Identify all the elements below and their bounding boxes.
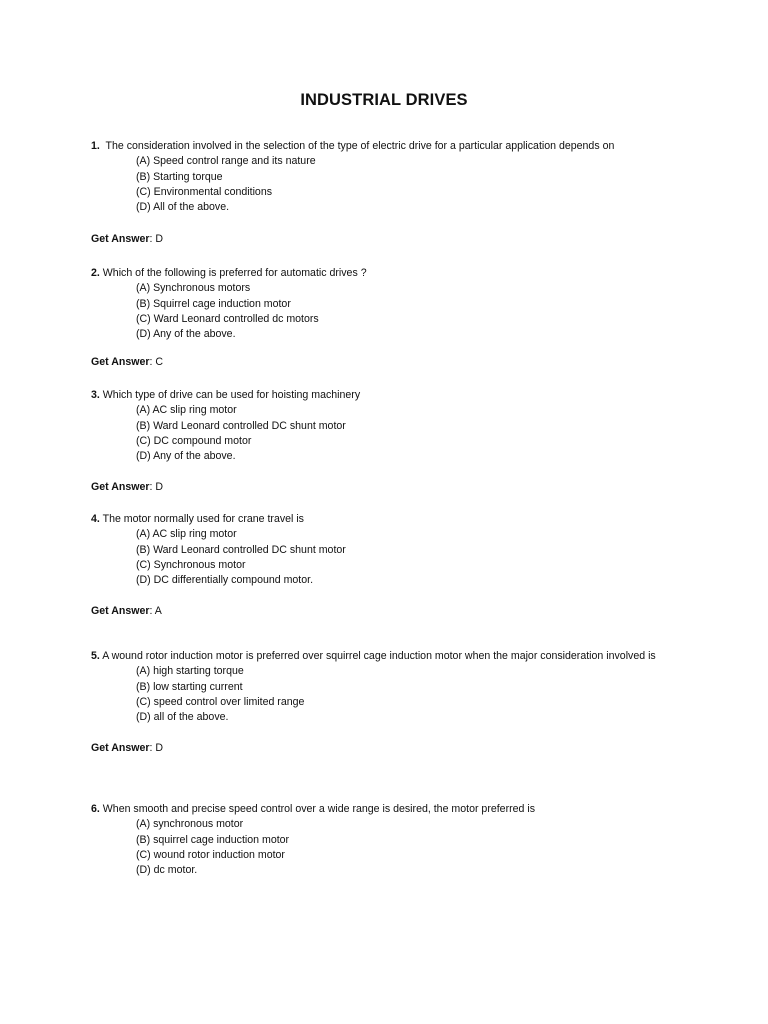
option-a: (A) synchronous motor xyxy=(136,818,244,831)
question-text: A wound rotor induction motor is preferred over squirrel cage induction motor when the major consideration involved is xyxy=(102,650,656,662)
option-b: (B) squirrel cage induction motor xyxy=(136,833,290,846)
question-text: The consideration involved in the selection of the type of electric drive for a particular application depends on xyxy=(105,140,615,152)
question-stem xyxy=(0,139,678,154)
answer-line: Get Answer: A xyxy=(91,605,162,618)
question-number: 1. xyxy=(91,140,100,152)
question-stem xyxy=(0,266,678,281)
option-d: (D) Any of the above. xyxy=(136,450,236,463)
answer-line: Get Answer: D xyxy=(91,233,164,246)
question-5 xyxy=(0,649,678,757)
question-4 xyxy=(0,512,678,620)
option-a: (A) AC slip ring motor xyxy=(136,404,237,417)
option-b: (B) Squirrel cage induction motor xyxy=(136,297,291,310)
question-number: 6. xyxy=(91,803,100,815)
get-answer-label[interactable]: Get Answer xyxy=(91,233,150,246)
answer-value: D xyxy=(155,481,164,494)
answer-line: Get Answer: D xyxy=(91,742,164,755)
question-1 xyxy=(0,139,678,248)
question-text: Which of the following is preferred for automatic drives ? xyxy=(102,267,367,279)
question-number: 2. xyxy=(91,267,100,279)
option-b: (B) Ward Leonard controlled DC shunt motor xyxy=(136,543,346,556)
answer-line: Get Answer: D xyxy=(91,481,164,494)
option-d: (D) dc motor. xyxy=(136,864,198,877)
question-stem xyxy=(0,388,678,403)
question-stem xyxy=(0,649,678,664)
option-a: (A) high starting torque xyxy=(136,665,244,678)
answer-value: D xyxy=(155,233,164,246)
option-c: (C) Environmental conditions xyxy=(136,185,273,198)
question-text: The motor normally used for crane travel is xyxy=(102,513,304,525)
get-answer-label[interactable]: Get Answer xyxy=(91,605,150,618)
question-number: 3. xyxy=(91,389,100,401)
option-c: (C) Ward Leonard controlled dc motors xyxy=(136,312,319,325)
get-answer-label[interactable]: Get Answer xyxy=(91,742,150,755)
question-number: 4. xyxy=(91,513,100,525)
option-a: (A) Speed control range and its nature xyxy=(136,155,316,168)
get-answer-label[interactable]: Get Answer xyxy=(91,481,150,494)
option-d: (D) All of the above. xyxy=(136,201,230,214)
answer-line: Get Answer: C xyxy=(91,356,164,369)
option-b: (B) Starting torque xyxy=(136,170,223,183)
answer-value: C xyxy=(155,356,164,369)
question-stem xyxy=(0,512,678,527)
option-b: (B) Ward Leonard controlled DC shunt motor xyxy=(136,419,346,432)
question-stem xyxy=(0,802,678,817)
question-text: When smooth and precise speed control over a wide range is desired, the motor preferred is xyxy=(102,803,536,815)
page-title: INDUSTRIAL DRIVES xyxy=(300,91,468,109)
option-c: (C) Synchronous motor xyxy=(136,558,246,571)
question-number: 5. xyxy=(91,650,100,662)
answer-value: A xyxy=(154,605,162,618)
question-6 xyxy=(0,802,678,878)
option-a: (A) AC slip ring motor xyxy=(136,528,237,541)
question-3 xyxy=(0,388,678,496)
question-text: Which type of drive can be used for hoisting machinery xyxy=(102,389,361,401)
option-d: (D) all of the above. xyxy=(136,711,229,724)
option-c: (C) wound rotor induction motor xyxy=(136,848,285,861)
answer-value: D xyxy=(155,742,164,755)
get-answer-label[interactable]: Get Answer xyxy=(91,356,150,369)
option-d: (D) Any of the above. xyxy=(136,328,236,341)
option-a: (A) Synchronous motors xyxy=(136,282,251,295)
question-2 xyxy=(0,266,678,371)
option-d: (D) DC differentially compound motor. xyxy=(136,574,314,587)
option-c: (C) speed control over limited range xyxy=(136,695,305,708)
option-b: (B) low starting current xyxy=(136,680,243,693)
option-c: (C) DC compound motor xyxy=(136,434,252,447)
